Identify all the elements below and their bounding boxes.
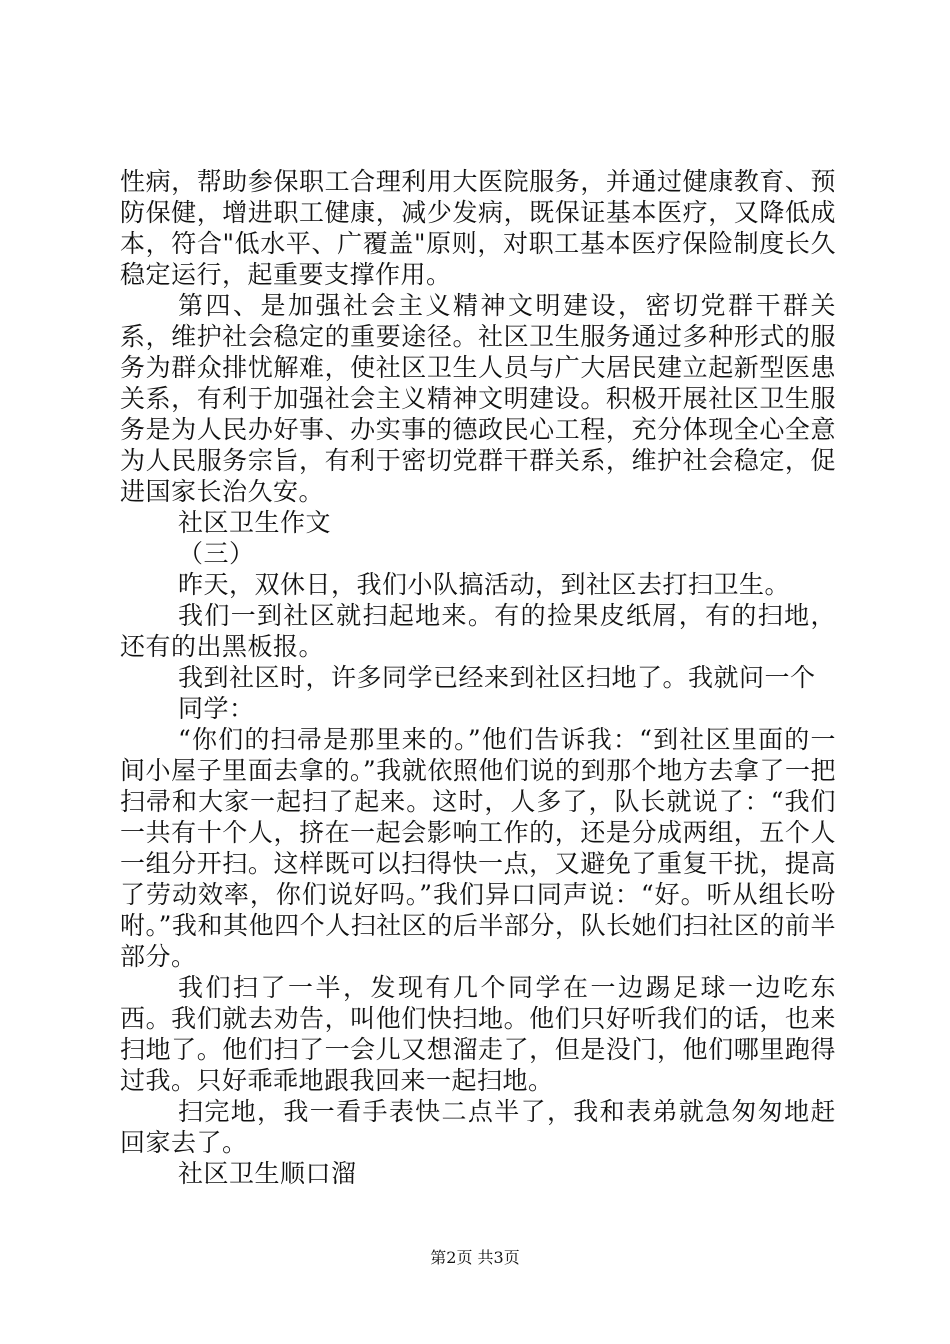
- paragraph: 我到社区时，许多同学已经来到社区扫地了。我就问一个: [178, 663, 816, 692]
- paragraph: “你们的扫帚是那里来的。”他们告诉我：“到社区里面的一间小屋子里面去拿的。”我就依照他们说的到那个地方去拿了一把扫帚和大家一起扫了起来。这时，人多了，队长就说了：“我们一共有十个人，挤在一起会影响工作的，还是分成两组，五个人一组分开扫。这样既可以扫得快一点，又避免了重复干扰，提高了劳动效率，你们说好吗。”我们异口同声说：“好。听从组长吩咐。”我和其他四个人扫社区的后半部分，队长她们扫社区的前半部分。: [120, 725, 836, 971]
- document-body: [120, 166, 836, 1189]
- paragraph: 第四、是加强社会主义精神文明建设，密切党群干群关系，维护社会稳定的重要途径。社区卫生服务通过多种形式的服务为群众排忧解难，使社区卫生人员与广大居民建立起新型医患关系，有利于加强社会主义精神文明建设。积极开展社区卫生服务是为人民办好事、办实事的德政民心工程，充分体现全心全意为人民服务宗旨，有利于密切党群干群关系，维护社会稳定，促进国家长治久安。: [120, 291, 836, 506]
- page-footer: 第2页 共3页: [430, 1248, 520, 1267]
- paragraph: 我们一到社区就扫起地来。有的捡果皮纸屑，有的扫地，还有的出黑板报。: [120, 601, 836, 661]
- section-heading: 社区卫生顺口溜: [178, 1159, 357, 1188]
- paragraph: 性病，帮助参保职工合理利用大医院服务，并通过健康教育、预防保健，增进职工健康，减少发病，既保证基本医疗，又降低成本，符合"低水平、广覆盖"原则，对职工基本医疗保险制度长久稳定运行，起重要支撑作用。: [120, 167, 836, 289]
- section-number: （三）: [178, 539, 255, 568]
- paragraph: 扫完地，我一看手表快二点半了，我和表弟就急匆匆地赶回家去了。: [120, 1097, 836, 1157]
- paragraph: 昨天，双休日，我们小队搞活动，到社区去打扫卫生。: [178, 570, 791, 599]
- paragraph: 我们扫了一半，发现有几个同学在一边踢足球一边吃东西。我们就去劝告，叫他们快扫地。他们只好听我们的话，也来扫地了。他们扫了一会儿又想溜走了，但是没门，他们哪里跑得过我。只好乖乖地跟我回来一起扫地。: [120, 973, 836, 1095]
- paragraph: 同学：: [178, 694, 255, 723]
- section-heading: 社区卫生作文: [178, 508, 332, 537]
